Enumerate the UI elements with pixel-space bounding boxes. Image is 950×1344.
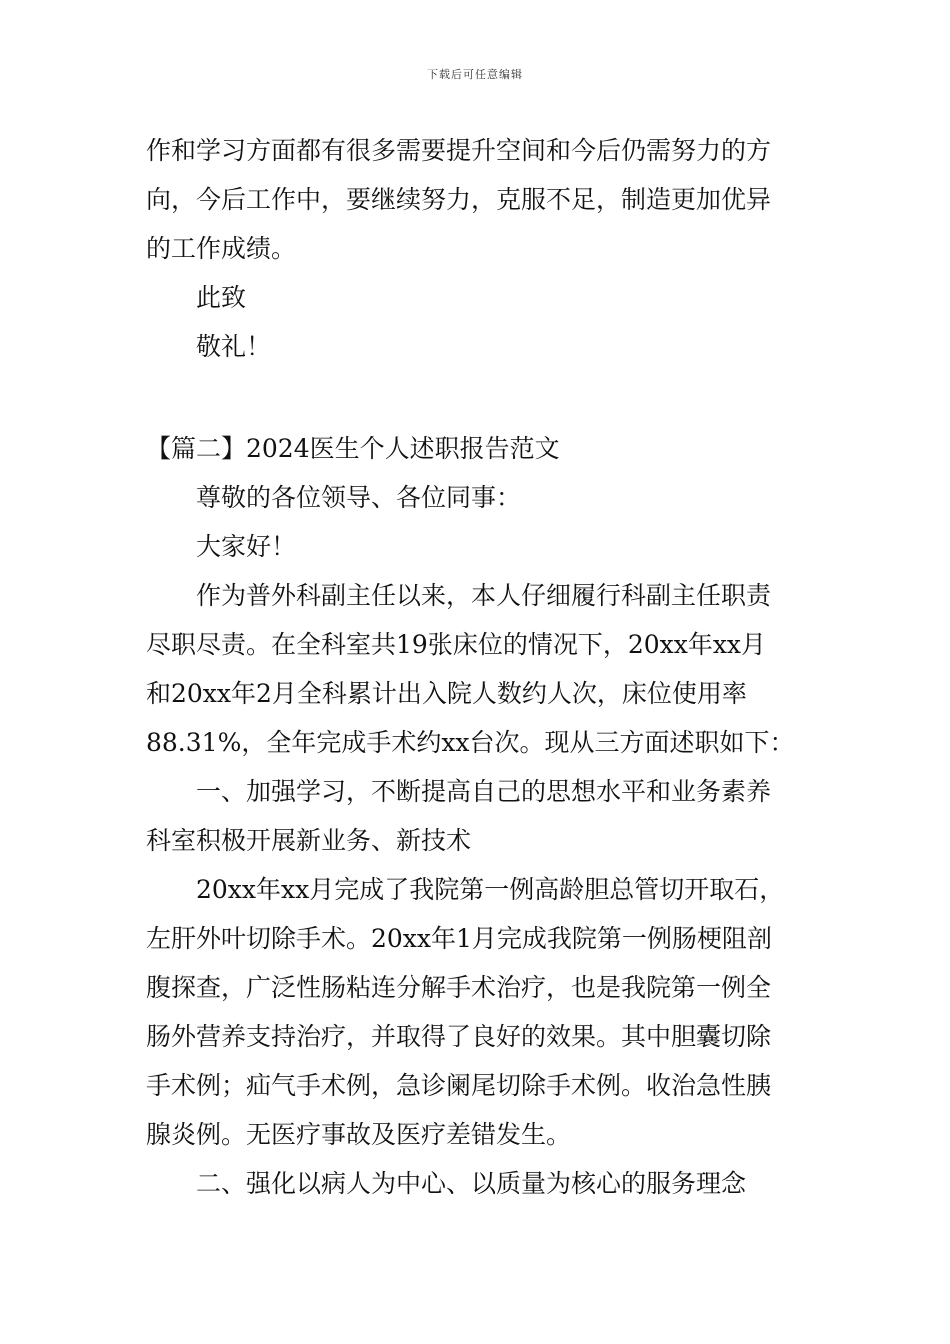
paragraph-line: 腹探查，广泛性肠粘连分解手术治疗，也是我院第一例全 — [146, 973, 772, 1002]
paragraph-line: 肠外营养支持治疗，并取得了良好的效果。其中胆囊切除 — [146, 1022, 772, 1051]
paragraph-line: 作为普外科副主任以来，本人仔细履行科副主任职责 — [196, 581, 772, 610]
document-body — [146, 126, 808, 371]
text-line: 向，今后工作中，要继续努力，克服不足，制造更加优异 — [146, 185, 772, 214]
section-title: 【篇二】2024医生个人述职报告范文 — [146, 434, 560, 463]
text-line: 的工作成绩。 — [146, 234, 297, 263]
point-heading: 科室积极开展新业务、新技术 — [146, 826, 472, 855]
section-two — [146, 424, 808, 1208]
paragraph-line: 左肝外叶切除手术。20xx年1月完成我院第一例肠梗阻剖 — [146, 924, 772, 953]
point-heading: 一、加强学习，不断提高自己的思想水平和业务素养 — [196, 777, 772, 806]
paragraph-line: 88.31%，全年完成手术约xx台次。现从三方面述职如下： — [146, 728, 795, 757]
paragraph-line: 腺炎例。无医疗事故及医疗差错发生。 — [146, 1120, 572, 1149]
salutation: 尊敬的各位领导、各位同事： — [196, 483, 522, 512]
paragraph-line: 尽职尽责。在全科室共19张床位的情况下，20xx年xx月 — [146, 630, 767, 659]
closing-line: 敬礼！ — [196, 332, 272, 361]
greeting: 大家好！ — [196, 532, 297, 561]
point-heading: 二、强化以病人为中心、以质量为核心的服务理念 — [196, 1169, 747, 1198]
header-note: 下载后可任意编辑 — [427, 68, 523, 81]
paragraph-line: 手术例；疝气手术例，急诊阑尾切除手术例。收治急性胰 — [146, 1071, 772, 1100]
paragraph-line: 20xx年xx月完成了我院第一例高龄胆总管切开取石， — [196, 875, 785, 904]
closing-line: 此致 — [196, 283, 247, 312]
paragraph-line: 和20xx年2月全科累计出入院人数约人次，床位使用率 — [146, 679, 747, 708]
text-line: 作和学习方面都有很多需要提升空间和今后仍需努力的方 — [146, 136, 772, 165]
